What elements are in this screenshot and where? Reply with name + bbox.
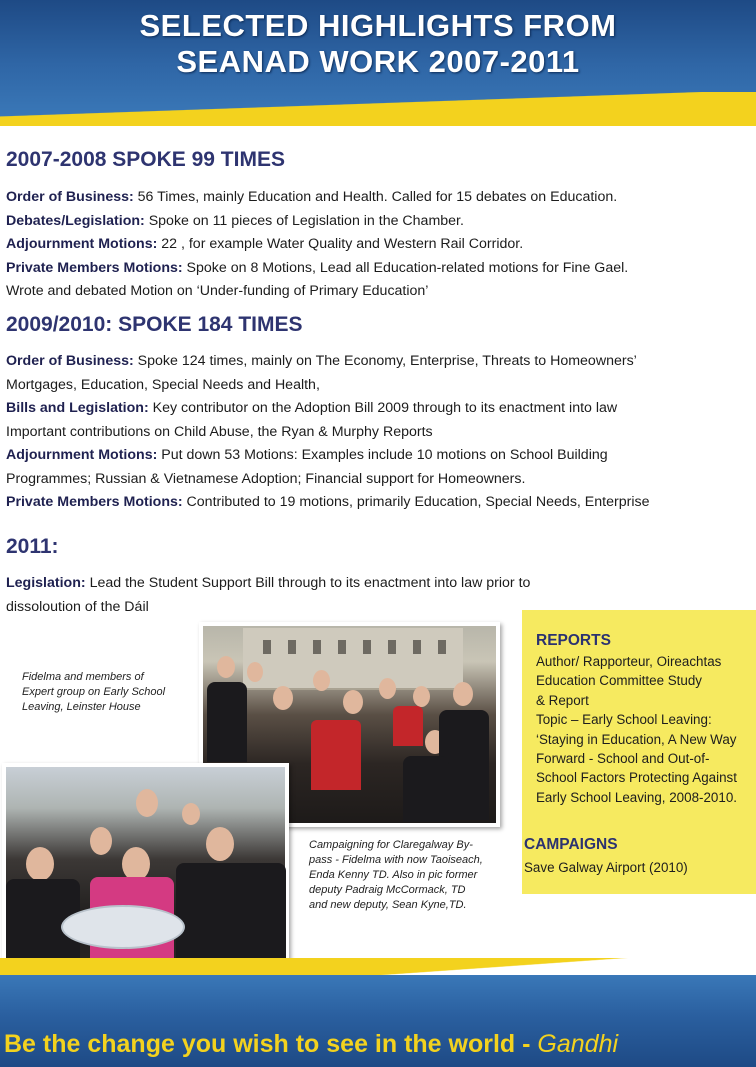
reports-campaigns-box [522,610,756,894]
list-item: Mortgages, Education, Special Needs and Health, [6,376,320,393]
list-item: Important contributions on Child Abuse, the Ryan & Murphy Reports [6,423,433,440]
list-item: Legislation: Lead the Student Support Bill through to its enactment into law prior to [6,575,531,591]
list-item: Adjournment Motions: 22 , for example Water Quality and Western Rail Corridor. [6,236,524,252]
list-item: Order of Business: 56 Times, mainly Education and Health. Called for 15 debates on Education. [6,189,618,205]
section-title: 2007-2008 SPOKE 99 TIMES [6,148,285,171]
photo-caption-leinster-house: Fidelma and members of Expert group on Early School Leaving, Leinster House [22,671,166,713]
section-2009-2010 [6,350,649,515]
list-item: Bills and Legislation: Key contributor on the Adoption Bill 2009 through to its enactment into law [6,400,618,416]
list-item: Order of Business: Spoke 124 times, mainly on The Economy, Enterprise, Threats to Homeowners’ [6,353,637,369]
section-2007-2008 [6,148,746,304]
list-item: Programmes; Russian & Vietnamese Adoption; Financial support for Homeowners. [6,470,526,487]
photo-claregalway-bypass [2,763,289,976]
page-title [0,8,756,80]
leinster-house-building [243,628,463,690]
title-line-2: SEANAD WORK 2007-2011 [176,44,580,79]
section-2011 [6,572,530,619]
list-item: Wrote and debated Motion on ‘Under-funding of Primary Education’ [6,283,429,299]
campaigns-heading: CAMPAIGNS [524,836,618,853]
campaigns-text: Save Galway Airport (2010) [524,860,688,875]
footer-quote: Be the change you wish to see in the world - Gandhi [4,1030,619,1058]
list-item: Debates/Legislation: Spoke on 11 pieces of Legislation in the Chamber. [6,212,464,229]
title-line-1: SELECTED HIGHLIGHTS FROM [139,8,617,43]
section-title-2009-2010: 2009/2010: SPOKE 184 TIMES [6,313,303,336]
header-yellow-stripe [0,92,756,126]
reports-heading: REPORTS [536,632,611,649]
section-title-2011: 2011: [6,535,59,558]
quote-author: Gandhi [537,1030,619,1058]
crystal-bowl [61,905,185,949]
list-item: Private Members Motions: Spoke on 8 Motions, Lead all Education-related motions for Fine Gael. [6,259,629,276]
list-item: Private Members Motions: Contributed to 19 motions, primarily Education, Special Needs, Enterprise [6,494,650,510]
list-item: Adjournment Motions: Put down 53 Motions: Examples include 10 motions on School Building [6,447,608,463]
photo-caption-claregalway: Campaigning for Claregalway By- pass - Fidelma with now Taoiseach, Enda Kenny TD. Also in pic former deputy Padraig McCormack, TD and new deputy, Sean Kyne,TD. [309,839,483,911]
reports-text: Author/ Rapporteur, Oireachtas Education Committee Study & Report Topic – Early School Leaving: ‘Staying in Education, A New Way Forward - School and Out-of- School Factors Protecting Against Early School Leaving, 2008-2010. [536,654,737,805]
list-item: dissoloution of the Dáil [6,598,149,615]
